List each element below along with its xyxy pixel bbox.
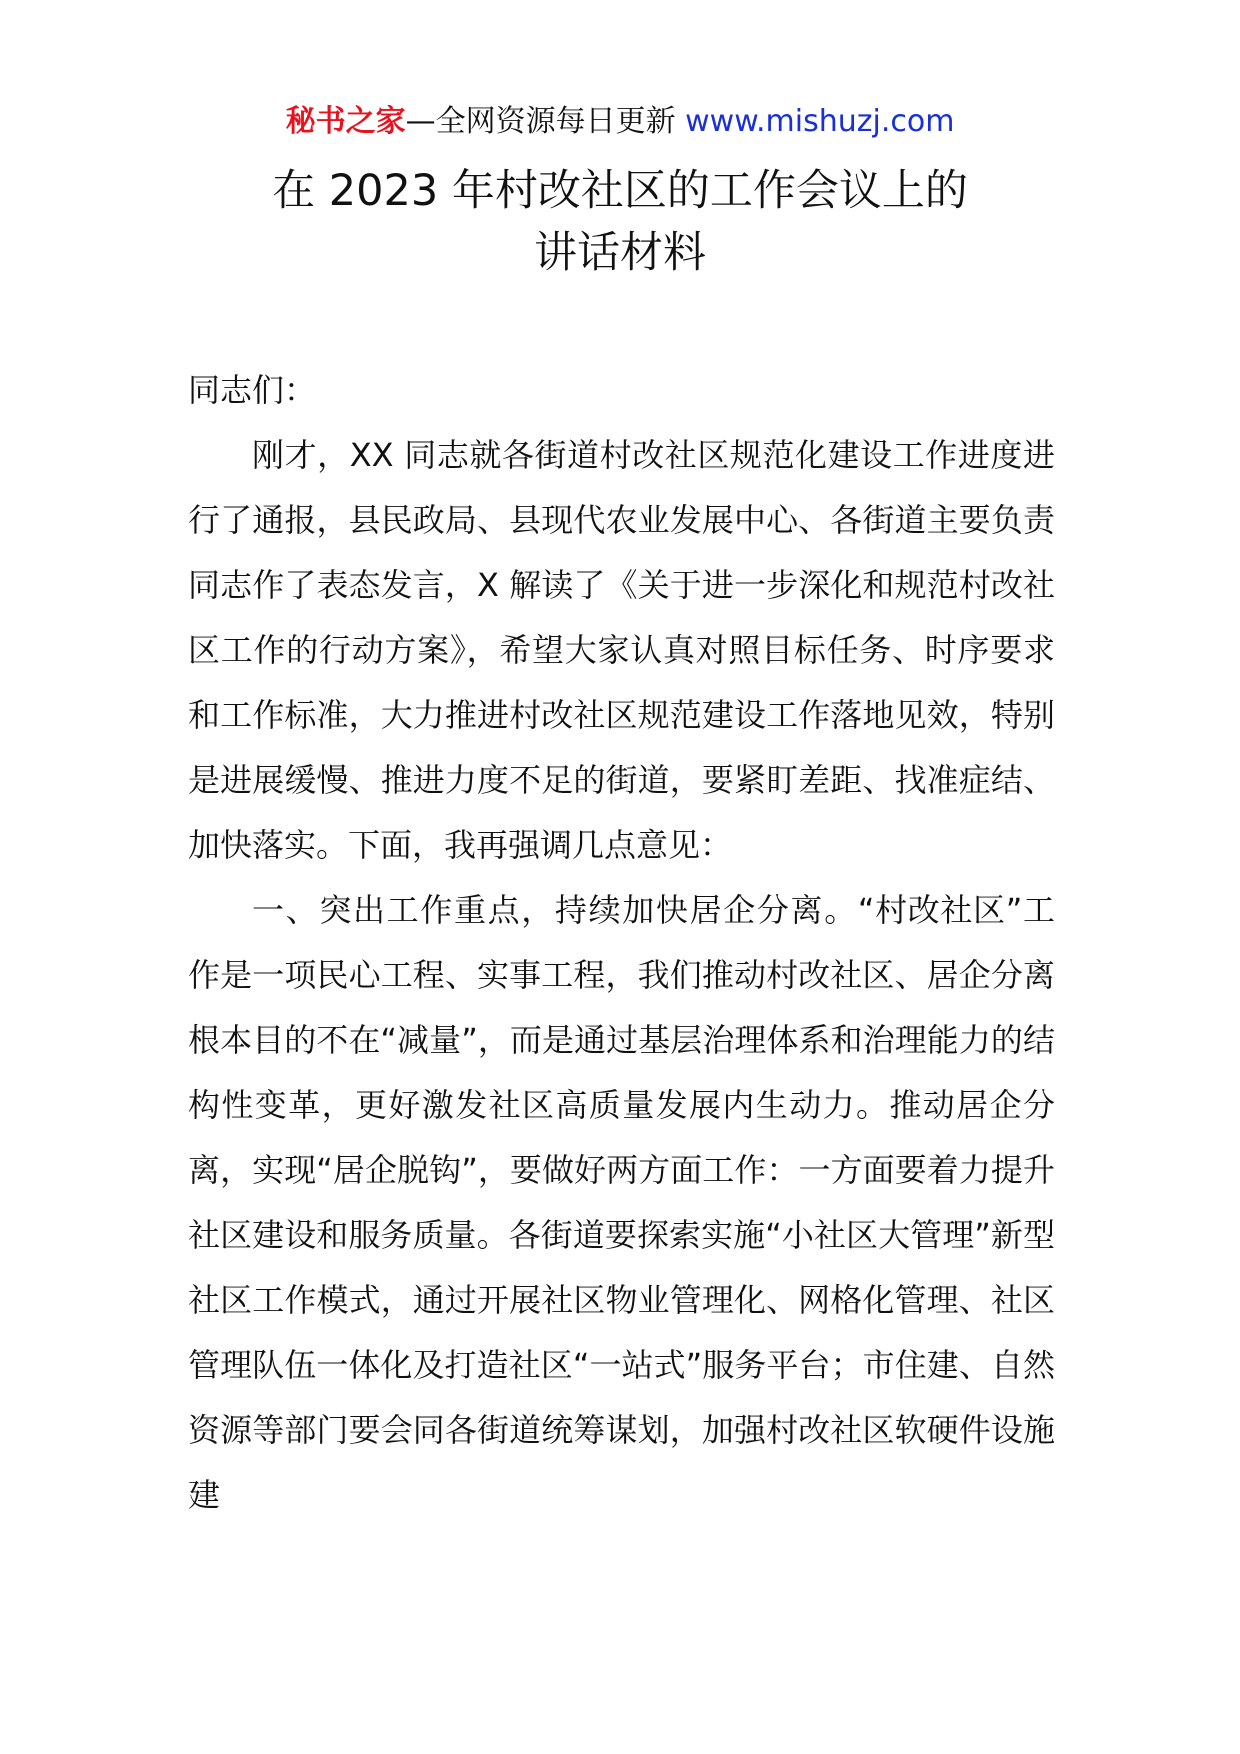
site-url-link[interactable]: www.mishuzj.com [685, 104, 955, 139]
greeting: 同志们： [188, 371, 317, 409]
paragraph-intro: 刚才，XX 同志就各街道村改社区规范化建设工作进度进行了通报，县民政局、县现代农业发展中心、各街道主要负责同志作了表态发言，X 解读了《关于进一步深化和规范村改社区工作的行动方案》，希望大家认真对照目标任务、时序要求和工作标准，大力推进村改社区规范建设工作落地见效，特别是进展缓慢、推进力度不足的街道，要紧盯差距、找准症结、加快落实。下面，我再强调几点意见： [188, 436, 1055, 864]
title-line-1: 在 2023 年村改社区的工作会议上的 [272, 166, 968, 216]
site-header [0, 100, 1240, 144]
header-slogan: —全网资源每日更新 [405, 104, 676, 139]
section-1-heading: 一、突出工作重点，持续加快居企分离。 [252, 891, 858, 929]
document-title [0, 160, 1240, 284]
section-1-text: “村改社区”工作是一项民心工程、实事工程，我们推动村改社区、居企分离根本目的不在“减量”，而是通过基层治理体系和治理能力的结构性变革，更好激发社区高质量发展内生动力。推动居企分离，实现“居企脱钩”，要做好两方面工作：一方面要着力提升社区建设和服务质量。各街道要探索实施“小社区大管理”新型社区工作模式，通过开展社区物业管理化、网格化管理、社区管理队伍一体化及打造社区“一站式”服务平台；市住建、自然资源等部门要会同各街道统筹谋划，加强村改社区软硬件设施建 [188, 891, 1055, 1514]
paragraph-section-1 [188, 878, 1055, 1528]
title-line-2: 讲话材料 [534, 228, 706, 278]
document-body [188, 358, 1055, 1528]
brand-name: 秘书之家 [285, 104, 406, 139]
